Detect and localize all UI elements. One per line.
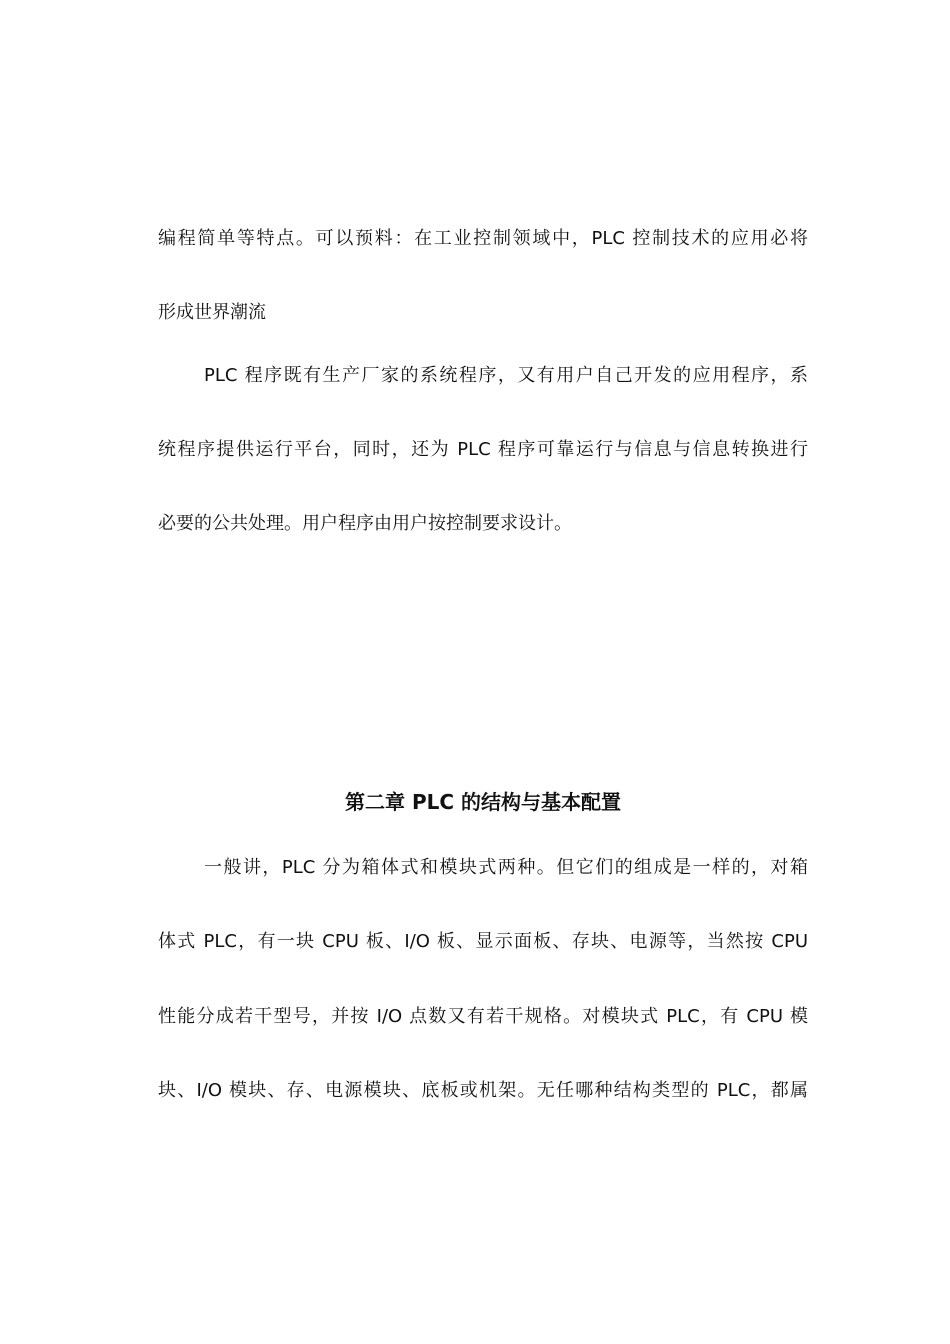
paragraph-3-line-1: 一般讲，PLC 分为箱体式和模块式两种。但它们的组成是一样的，对箱: [204, 857, 808, 878]
paragraph-2-line-3: 必要的公共处理。用户程序由用户按控制要求设计。: [158, 513, 572, 534]
paragraph-2-line-1: PLC 程序既有生产厂家的系统程序，又有用户自己开发的应用程序，系: [204, 365, 808, 386]
paragraph-3-line-4: 块、I/O 模块、存、电源模块、底板或机架。无任哪种结构类型的 PLC，都属: [158, 1080, 808, 1101]
paragraph-1-line-1: 编程简单等特点。可以预料：在工业控制领域中，PLC 控制技术的应用必将: [158, 228, 808, 249]
paragraph-2-line-2: 统程序提供运行平台，同时，还为 PLC 程序可靠运行与信息与信息转换进行: [158, 439, 808, 460]
paragraph-3-line-2: 体式 PLC，有一块 CPU 板、I/O 板、显示面板、存块、电源等，当然按 CPU: [158, 931, 808, 952]
paragraph-1-line-2: 形成世界潮流: [158, 302, 266, 323]
paragraph-3-line-3: 性能分成若干型号，并按 I/O 点数又有若干规格。对模块式 PLC，有 CPU 模: [158, 1006, 808, 1027]
chapter-title: 第二章 PLC 的结构与基本配置: [344, 790, 621, 814]
